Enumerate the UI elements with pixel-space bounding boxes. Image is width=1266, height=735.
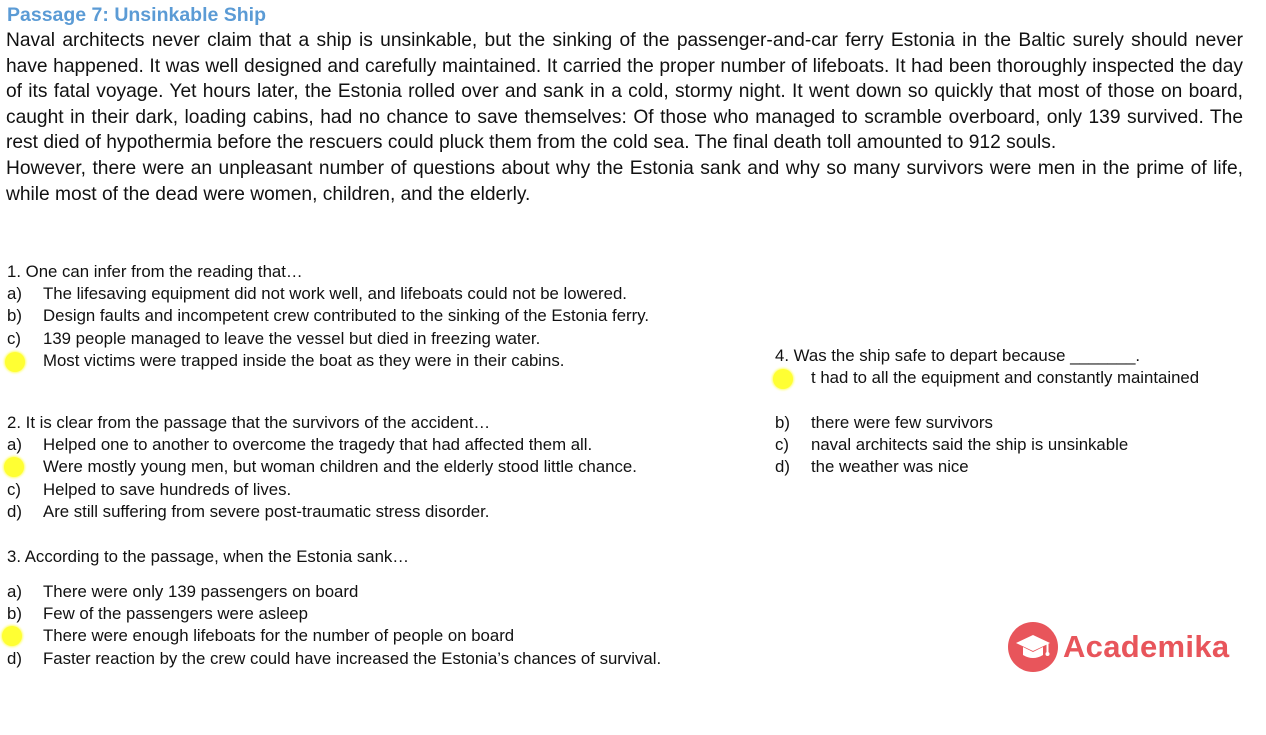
passage-body: [6, 28, 1243, 207]
answer-highlight-mark: [5, 352, 25, 372]
question-3: [7, 546, 747, 670]
answer-highlight-mark: [4, 457, 24, 477]
graduation-cap-icon: [1008, 622, 1058, 672]
question-1: [7, 261, 747, 372]
question-1-option-a[interactable]: a) The lifesaving equipment did not work well, and lifeboats could not be lowered.: [7, 284, 627, 304]
question-1-option-b[interactable]: b) Design faults and incompetent crew contributed to the sinking of the Estonia ferry.: [7, 306, 650, 326]
question-2-option-c[interactable]: c) Helped to save hundreds of lives.: [7, 479, 292, 499]
question-3-option-b[interactable]: b) Few of the passengers were asleep: [7, 604, 308, 624]
answer-highlight-mark: [2, 626, 22, 646]
question-3-option-a[interactable]: a) There were only 139 passengers on board: [7, 582, 359, 601]
passage-paragraph-1: Naval architects never claim that a ship is unsinkable, but the sinking of the passenger-and-car ferry Estonia in the Baltic surely should never have happened. It was well designed and carefully maintained. It carried the proper number of lifeboats. It had been thoroughly inspected the day of its fatal voyage. Yet hours later, the Estonia rolled over and sank in a cold, stormy night. It went down so quickly that most of those on board, caught in their dark, loading cabins, had no chance to save themselves: Of those who managed to scramble overboard, only 139 survived. The rest died of hypothermia before the rescuers could pluck them from the cold sea. The final death toll amounted to 912 souls.: [6, 30, 1243, 154]
question-4-prompt: 4. Was the ship safe to depart because _______.: [775, 346, 1141, 365]
passage-paragraph-2: However, there were an unpleasant number of questions about why the Estonia sank and why so many survivors were men in the prime of life, while most of the dead were women, children, and the elderly.: [6, 157, 1243, 205]
question-4-option-d[interactable]: d) the weather was nice: [775, 456, 969, 476]
question-4-option-c[interactable]: c) naval architects said the ship is unsinkable: [775, 434, 1129, 454]
question-2-prompt: 2. It is clear from the passage that the survivors of the accident…: [7, 413, 491, 432]
question-2-option-d[interactable]: d) Are still suffering from severe post-traumatic stress disorder.: [7, 501, 490, 521]
question-1-option-c[interactable]: c) 139 people managed to leave the vessel but died in freezing water.: [7, 328, 541, 348]
question-4: [775, 345, 1215, 478]
question-2: [7, 412, 747, 523]
question-2-option-b[interactable]: Were mostly young men, but woman children and the elderly stood little chance.: [7, 456, 747, 478]
passage-title: Passage 7: Unsinkable Ship: [7, 4, 267, 26]
logo-wordmark: Academika: [1063, 629, 1230, 664]
question-3-option-c[interactable]: There were enough lifeboats for the number of people on board: [7, 625, 747, 647]
question-3-option-d[interactable]: d) Faster reaction by the crew could have increased the Estonia’s chances of survival.: [7, 648, 662, 668]
question-1-prompt: 1. One can infer from the reading that…: [7, 262, 303, 281]
question-2-option-a[interactable]: a) Helped one to another to overcome the tragedy that had affected them all.: [7, 435, 593, 455]
answer-highlight-mark: [773, 369, 793, 389]
question-3-prompt: 3. According to the passage, when the Estonia sank…: [7, 547, 410, 566]
question-4-option-b[interactable]: b) there were few survivors: [775, 412, 993, 432]
question-1-option-d[interactable]: Most victims were trapped inside the boat as they were in their cabins.: [7, 350, 747, 372]
question-4-option-a[interactable]: t had to all the equipment and constantly maintained: [775, 367, 1215, 411]
academika-logo: [1008, 622, 1229, 672]
